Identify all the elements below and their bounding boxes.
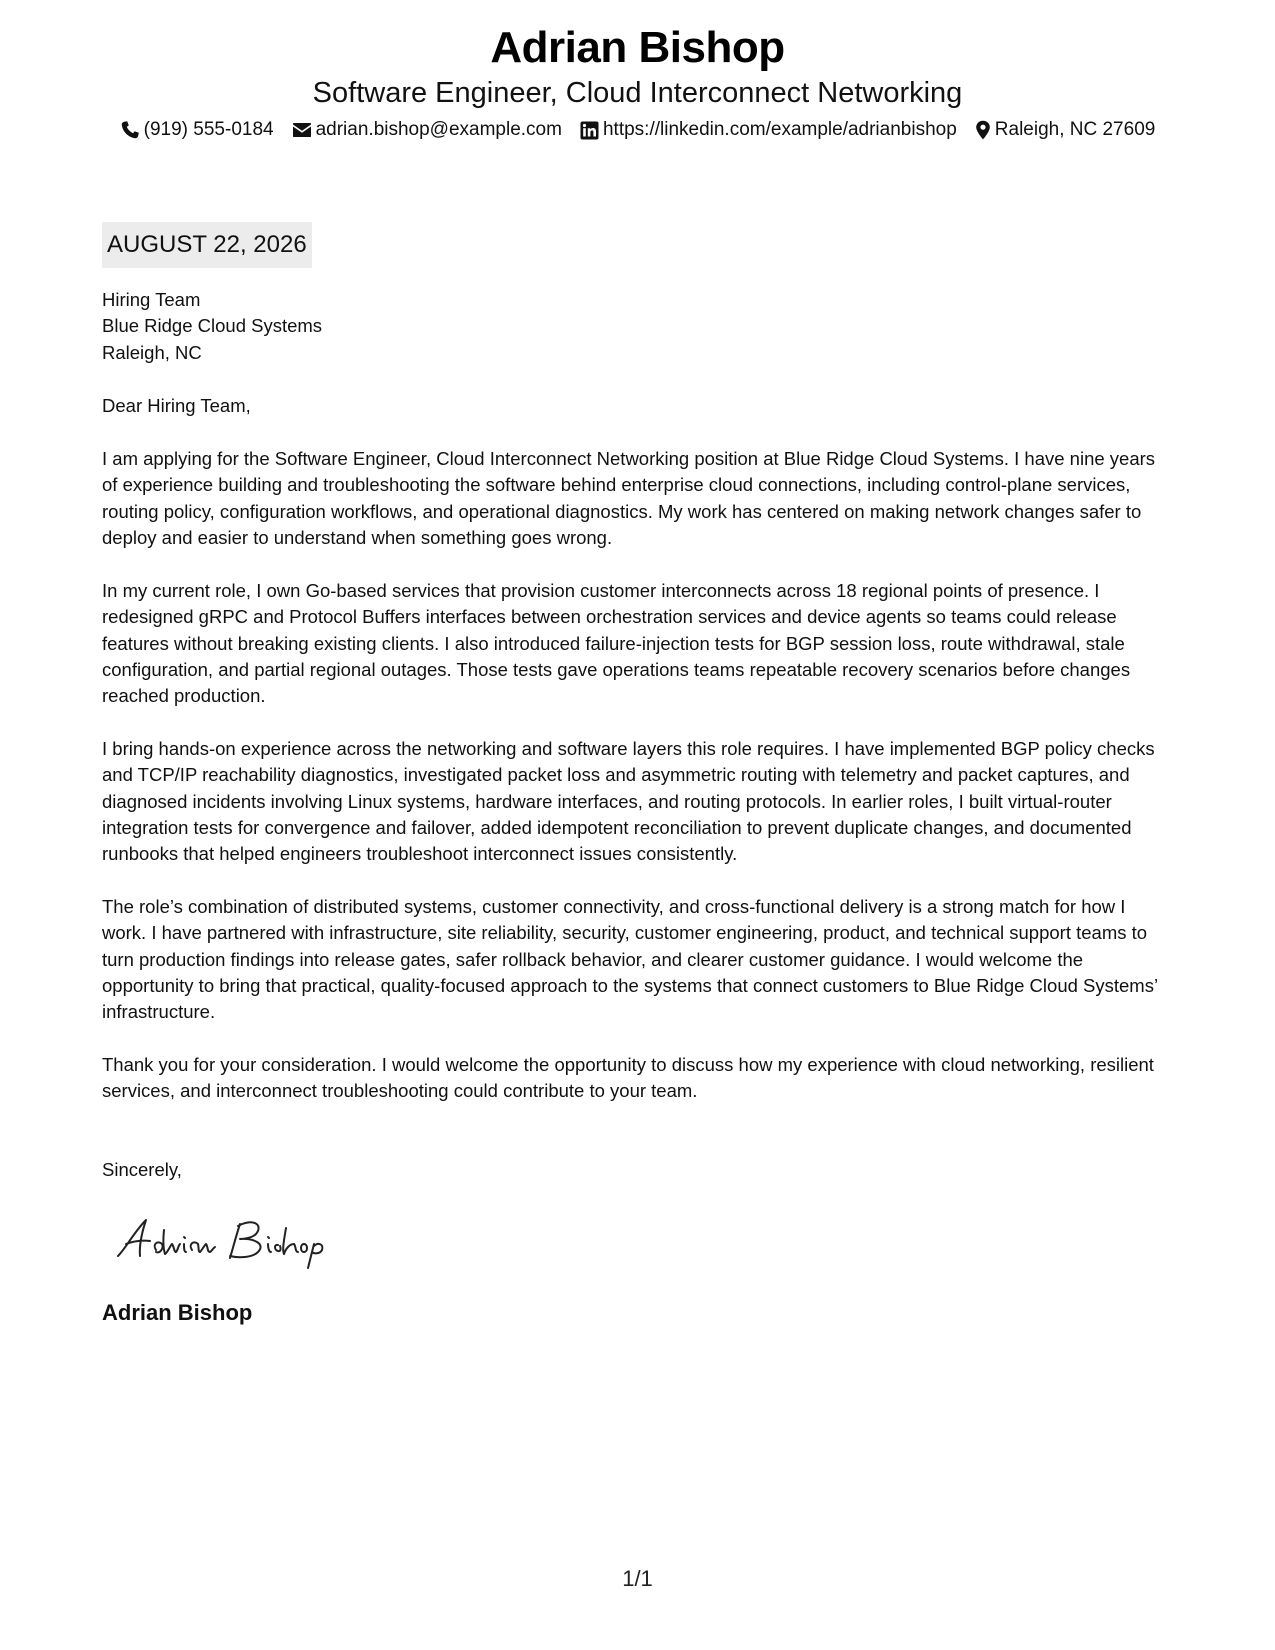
recipient-line: Blue Ridge Cloud Systems	[102, 315, 323, 337]
linkedin-link[interactable]: https://linkedin.com/example/adrianbishop	[602, 119, 957, 140]
signer-name: Adrian Bishop	[102, 1300, 253, 1325]
contact-linkedin	[580, 118, 957, 142]
recipient-line: Raleigh, NC	[102, 341, 202, 363]
closing: Sincerely,	[102, 1159, 182, 1180]
contact-bar	[0, 118, 1275, 142]
body-paragraph: The role’s combination of distributed systems, customer connectivity, and cross-functional delivery is a strong match for how I work. I have partnered with infrastructure, site reliability, security, customer engineering, product, and technical support teams to turn production findings into release gates, safer rollback behavior, and clearer customer guidance. I would welcome the opportunity to bring that practical, quality-focused approach to the systems that connect customers to Blue Ridge Cloud Systems’ infrastructure.	[102, 896, 1158, 1023]
recipient-block	[102, 287, 1174, 366]
body-paragraph: Thank you for your consideration. I would welcome the opportunity to discuss how my experience with cloud networking, resilient services, and interconnect troubleshooting could contribute to your team.	[102, 1054, 1154, 1102]
phone-text: (919) 555-0184	[143, 119, 274, 140]
handwritten-signature	[112, 1210, 362, 1270]
page-indicator: 1/1	[622, 1566, 653, 1591]
phone-icon	[120, 120, 140, 140]
email-link[interactable]: adrian.bishop@example.com	[315, 119, 562, 140]
body-paragraph: In my current role, I own Go-based services that provision customer interconnects across 18 regional points of presence. I redesigned gRPC and Protocol Buffers interfaces between orchestration services and device agents so teams could release features without breaking existing clients. I also introduced failure-injection tests for BGP session loss, route withdrawal, stale configuration, and partial regional outages. Those tests gave operations teams repeatable recovery scenarios before changes reached production.	[102, 580, 1131, 707]
recipient-line: Hiring Team	[102, 289, 201, 310]
contact-location	[975, 118, 1156, 142]
applicant-title: Software Engineer, Cloud Interconnect Networking	[312, 77, 963, 109]
map-pin-icon	[975, 120, 991, 140]
envelope-icon	[292, 120, 312, 140]
applicant-name: Adrian Bishop	[490, 23, 785, 72]
location-text: Raleigh, NC 27609	[994, 119, 1156, 140]
letter-header	[0, 22, 1275, 142]
contact-phone	[120, 118, 274, 142]
body-paragraph: I am applying for the Software Engineer, Cloud Interconnect Networking position at Blue Ridge Cloud Systems. I have nine years of experience building and troubleshooting the software behind enterprise cloud connections, including control-plane services, routing policy, configuration workflows, and operational diagnostics. My work has centered on making network changes safer to deploy and easier to understand when something goes wrong.	[102, 448, 1156, 548]
body-paragraph: I bring hands-on experience across the networking and software layers this role requires. I have implemented BGP policy checks and TCP/IP reachability diagnostics, investigated packet loss and asymmetric routing with telemetry and packet captures, and diagnosed incidents involving Linux systems, hardware interfaces, and routing protocols. In earlier roles, I built virtual-router integration tests for convergence and failover, added idempotent reconciliation to prevent duplicate changes, and documented runbooks that helped engineers troubleshoot interconnect issues consistently.	[102, 738, 1155, 865]
salutation: Dear Hiring Team,	[102, 395, 251, 416]
letter-date: AUGUST 22, 2026	[102, 222, 312, 268]
contact-email	[292, 118, 562, 142]
linkedin-icon	[580, 121, 599, 140]
